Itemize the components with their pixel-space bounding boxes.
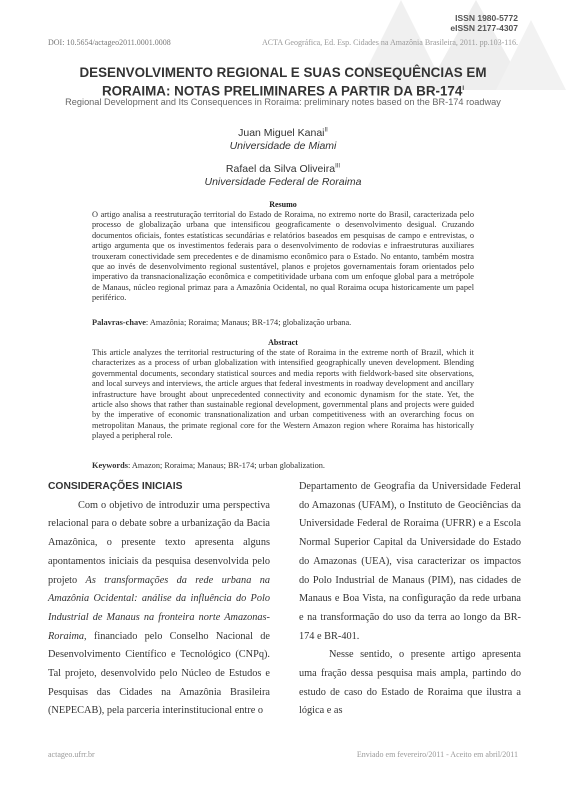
section-heading: CONSIDERAÇÕES INICIAIS: [48, 481, 183, 492]
footer-dates: Enviado em fevereiro/2011 - Aceito em abril/2011: [356, 750, 518, 759]
author-2-name: Rafael da Silva Oliveira$^{III}$: [225, 163, 341, 175]
resumo-heading: Resumo: [269, 200, 297, 209]
author-1-affiliation: Universidade de Miami: [229, 140, 337, 152]
journal-citation: ACTA Geográfica, Ed. Esp. Cidades na Amazônia Brasileira, 2011. pp.103-116.: [261, 38, 518, 47]
title-footnote-mark: I: [462, 86, 464, 92]
title-line-1: DESENVOLVIMENTO REGIONAL E SUAS CONSEQUÊNCIAS EM: [79, 65, 487, 80]
author-2-affiliation: Universidade Federal de Roraima: [204, 176, 362, 188]
eissn: eISSN 2177-4307: [450, 23, 518, 33]
left-paragraph-1: Com o objetivo de introduzir uma perspectiva relacional para o debate sobre a urbanização da Bacia Amazônica, o presente texto apresenta alguns apontamentos iniciais da pesquisa desenvolvida pelo projeto As transformações da rede urbana na Amazônia Ocidental: análise da influência do Polo Industrial de Manaus na fronteira norte Amazonas-Roraima, financiado pelo Conselho Nacional de Desenvolvimento Científico e Tecnológico (CNPq). Tal projeto, desenvolvido pelo Núcleo de Estudos e Pesquisas das Cidades na Amazônia Brasileira (NEPECAB), pela parceria interinstitucional entre o: [48, 499, 270, 717]
author-1-name: Juan Miguel Kanai$^{II}$: [238, 127, 328, 139]
abstract-heading: Abstract: [268, 338, 298, 347]
doi: DOI: 10.5654/actageo2011.0001.0008: [48, 38, 171, 47]
left-column: [48, 478, 270, 721]
abstract-text: This article analyzes the territorial restructuring of the state of Roraima in the extreme north of Brazil, which it characterizes as a process of urban globalization with intensified geographically uneven development. Blending governmental documents, secondary statistical sources and media reports with fieldwork-based site observations, and local surveys and interviews, the article argues that federal investments in roadway development and ancillary infrastructure have brought about unprecedented connectivity and economic dynamism for the state. Yet, the article also shows that rather than sustainable regional development, governmental plans and projects were guided by the imperative of economic transnationalization and urban competitiveness with an overarching focus on metropolitan Manaus, the primate regional core for the Western Amazon region where Roraima has historically played a peripheral role.: [92, 348, 474, 441]
article-title: [48, 65, 518, 99]
resumo-text: O artigo analisa a reestruturação territorial do Estado de Roraima, no extremo norte do Brasil, caracterizada pelo processo de globalização urbana que intensificou geograficamente o desenvolvimento desigual. Cruzando documentos oficiais, fontes estatísticas secundárias e relatórios baseados em pesquisas de campo e entrevistas, o artigo argumenta que os investimentos federais para o desenvolvimento de rodovias e infraestruturas auxiliares trouxeram conectividade sem precedentes e de dinamismo econômico para o Estado. No entanto, também mostra que ao invés de desenvolvimento regional sustentável, planos e projetos governamentais foram orientados pelo imperativo da transnacionalização econômica e competitividade urbana com um enfoque global para a metrópole de Manaus, núcleo regional primaz para a Amazônia Ocidental, no qual Roraima ocupa historicamente um papel periférico.: [92, 210, 474, 303]
right-paragraph-2: Nesse sentido, o presente artigo apresenta uma fração dessa pesquisa mais ampla, partindo do estudo de caso do Estado de Roraima que ilustra a lógica e as: [299, 649, 521, 717]
issn-block: [450, 13, 518, 33]
footer-site: actageo.ufrr.br: [48, 750, 95, 759]
issn: ISSN 1980-5772: [455, 13, 518, 23]
article-subtitle: Regional Development and Its Consequences in Roraima: preliminary notes based on the BR-174 roadway: [65, 97, 501, 107]
title-line-2: RORAIMA: NOTAS PRELIMINARES A PARTIR DA $BR-174^I$: [102, 83, 464, 99]
right-column: [299, 478, 521, 721]
right-paragraph-1: Departamento de Geografia da Universidade Federal do Amazonas (UFAM), o Instituto de Geociências da Universidade Federal de Roraima (UFRR) e a Escola Normal Superior Capital da Universidade do Estado do Amazonas (UEA), visa caracterizar os impactos do Polo Industrial de Manaus (PIM), nas cidades de Manaus e Boa Vista, na configuração da rede urbana e na transformação do uso da terra ao longo da BR-174 e BR-401.: [299, 481, 521, 642]
resumo-keywords: Palavras-chave: Amazônia; Roraima; Manaus; BR-174; globalização urbana.: [92, 318, 352, 327]
project-title: As transformações da rede urbana na Amazônia Ocidental: análise da influência do Polo Industrial de Manaus na fronteira norte Amazonas-Roraima: [48, 574, 270, 642]
abstract-keywords: Keywords: Amazon; Roraima; Manaus; BR-174; urban globalization.: [92, 461, 325, 470]
